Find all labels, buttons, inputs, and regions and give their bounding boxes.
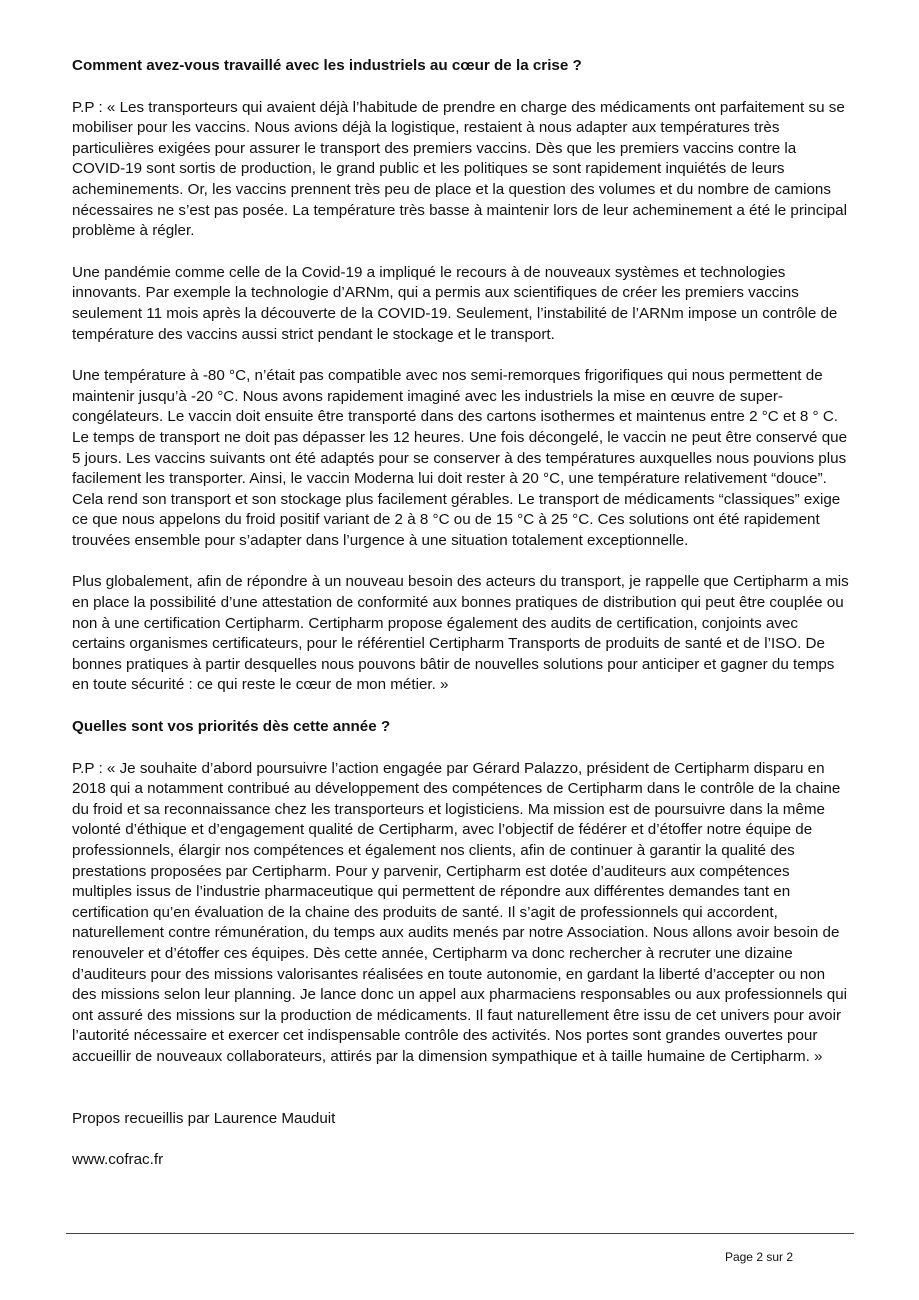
paragraph-priorities: P.P : « Je souhaite d’abord poursuivre l’action engagée par Gérard Palazzo, président de Certipharm disparu en 2018 qui a notamment contribué au développement des compétences de Certipharm dans le contrôle de la chaine du froid et sa reconnaissance chez les transporteurs et logisticiens. Ma mission est de poursuivre dans la même volonté d’éthique et d’engagement qualité de Certipharm, avec l’objectif de fédérer et d’étoffer notre équipe de professionnels, élargir nos compétences et également nos clients, afin de continuer à garantir la qualité des prestations proposées par Certipharm. Pour y parvenir, Certipharm est dotée d’auditeurs aux compétences multiples issus de l’industrie pharmaceutique qui permettent de répondre aux différentes demandes tant en certification qu’en évaluation de la chaine des produits de santé. Il s’agit de professionnels qui accordent, naturellement contre rémunération, du temps aux audits menés par notre Association. Nous allons avoir besoin de renouveler et d’étoffer ces équipes. Dès cette année, Certipharm va donc rechercher à recruter une dizaine d’auditeurs pour des missions valorisantes réalisées en toute autonomie, en gardant la liberté d’accepter ou non des missions selon leur planning. Je lance donc un appel aux pharmaciens responsables ou aux professionnels qui ont assuré des missions sur la production de médicaments. Il faut naturellement être issu de cet univers pour avoir l’autorité nécessaire et exercer cet indispensable contrôle des activités. Nos portes sont grandes ouvertes pour accueillir de nouveaux collaborateurs, attirés par la dimension sympathique et à taille humaine de Certipharm. »	[72, 759, 848, 1065]
footer-divider	[66, 1233, 854, 1234]
paragraph-transport-vaccines: P.P : « Les transporteurs qui avaient déjà l’habitude de prendre en charge des médicaments ont parfaitement su se mobiliser pour les vaccins. Nous avions déjà la logistique, restaient à nous adapter aux températures très particulières exigées pour assurer le transport des premiers vaccins. Dès que les premiers vaccins contre la COVID-19 sont sortis de production, le grand public et les politiques se sont rapidement inquiétés de leurs acheminements. Or, les vaccins prennent très peu de place et la question des volumes et du nombre de camions nécessaires ne s’est pas posée. La température très basse à maintenir lors de leur acheminement a été le principal problème à régler.	[72, 98, 847, 240]
section-heading-industry: Comment avez-vous travaillé avec les industriels au cœur de la crise ?	[72, 57, 582, 74]
credit-line: Propos recueillis par Laurence Mauduit	[72, 1109, 336, 1127]
section-heading-priorities: Quelles sont vos priorités dès cette année ?	[72, 718, 391, 736]
paragraph-certipharm-audits: Plus globalement, afin de répondre à un nouveau besoin des acteurs du transport, je rappelle que Certipharm a mis en place la possibilité d’une attestation de conformité aux bonnes pratiques de distribution qui peut être couplée ou non à une certification Certipharm. Certipharm propose également des audits de certification, conjoints avec certains organismes certificateurs, pour le référentiel Certipharm Transports de produits de santé et de l’ISO. De bonnes pratiques à partir desquelles nous pouvons bâtir de nouvelles solutions pour anticiper et gagner du temps en toute sécurité : ce qui reste le cœur de mon métier. »	[72, 573, 849, 694]
document-body	[72, 56, 852, 1192]
paragraph-arnm-technology: Une pandémie comme celle de la Covid-19 a impliqué le recours à de nouveaux systèmes et technologies innovants. Par exemple la technologie d’ARNm, qui a permis aux scientifiques de créer les premiers vaccins seulement 11 mois après la découverte de la COVID-19. Seulement, l’instabilité de l’ARNm impose un contrôle de température des vaccins aussi strict pendant le stockage et le transport.	[72, 263, 838, 343]
page-number: Page 2 sur 2	[724, 1250, 793, 1264]
paragraph-temperature-requirements: Une température à -80 °C, n’était pas compatible avec nos semi-remorques frigorifiques qui nous permettent de maintenir jusqu’à -20 °C. Nous avons rapidement imaginé avec les industriels la mise en œuvre de super-congélateurs. Le vaccin doit ensuite être transporté dans des cartons isothermes et maintenus entre 2 °C et 8 ° C. Le temps de transport ne doit pas dépasser les 12 heures. Une fois décongelé, le vaccin ne peut être conservé que 5 jours. Les vaccins suivants ont été adaptés pour se conserver à des températures auxquelles nous pouvions plus facilement les transporter. Ainsi, le vaccin Moderna lui doit rester à 20 °C, une température relativement “douce”. Cela rend son transport et son stockage plus facilement gérables. Le transport de médicaments “classiques” exige ce que nous appelons du froid positif variant de 2 à 8 °C ou de 15 °C à 25 °C. Ces solutions ont été rapidement trouvées ensemble pour s’adapter dans l’urgence à une situation totalement exceptionnelle.	[72, 367, 848, 549]
website-link[interactable]: www.cofrac.fr	[72, 1151, 164, 1169]
